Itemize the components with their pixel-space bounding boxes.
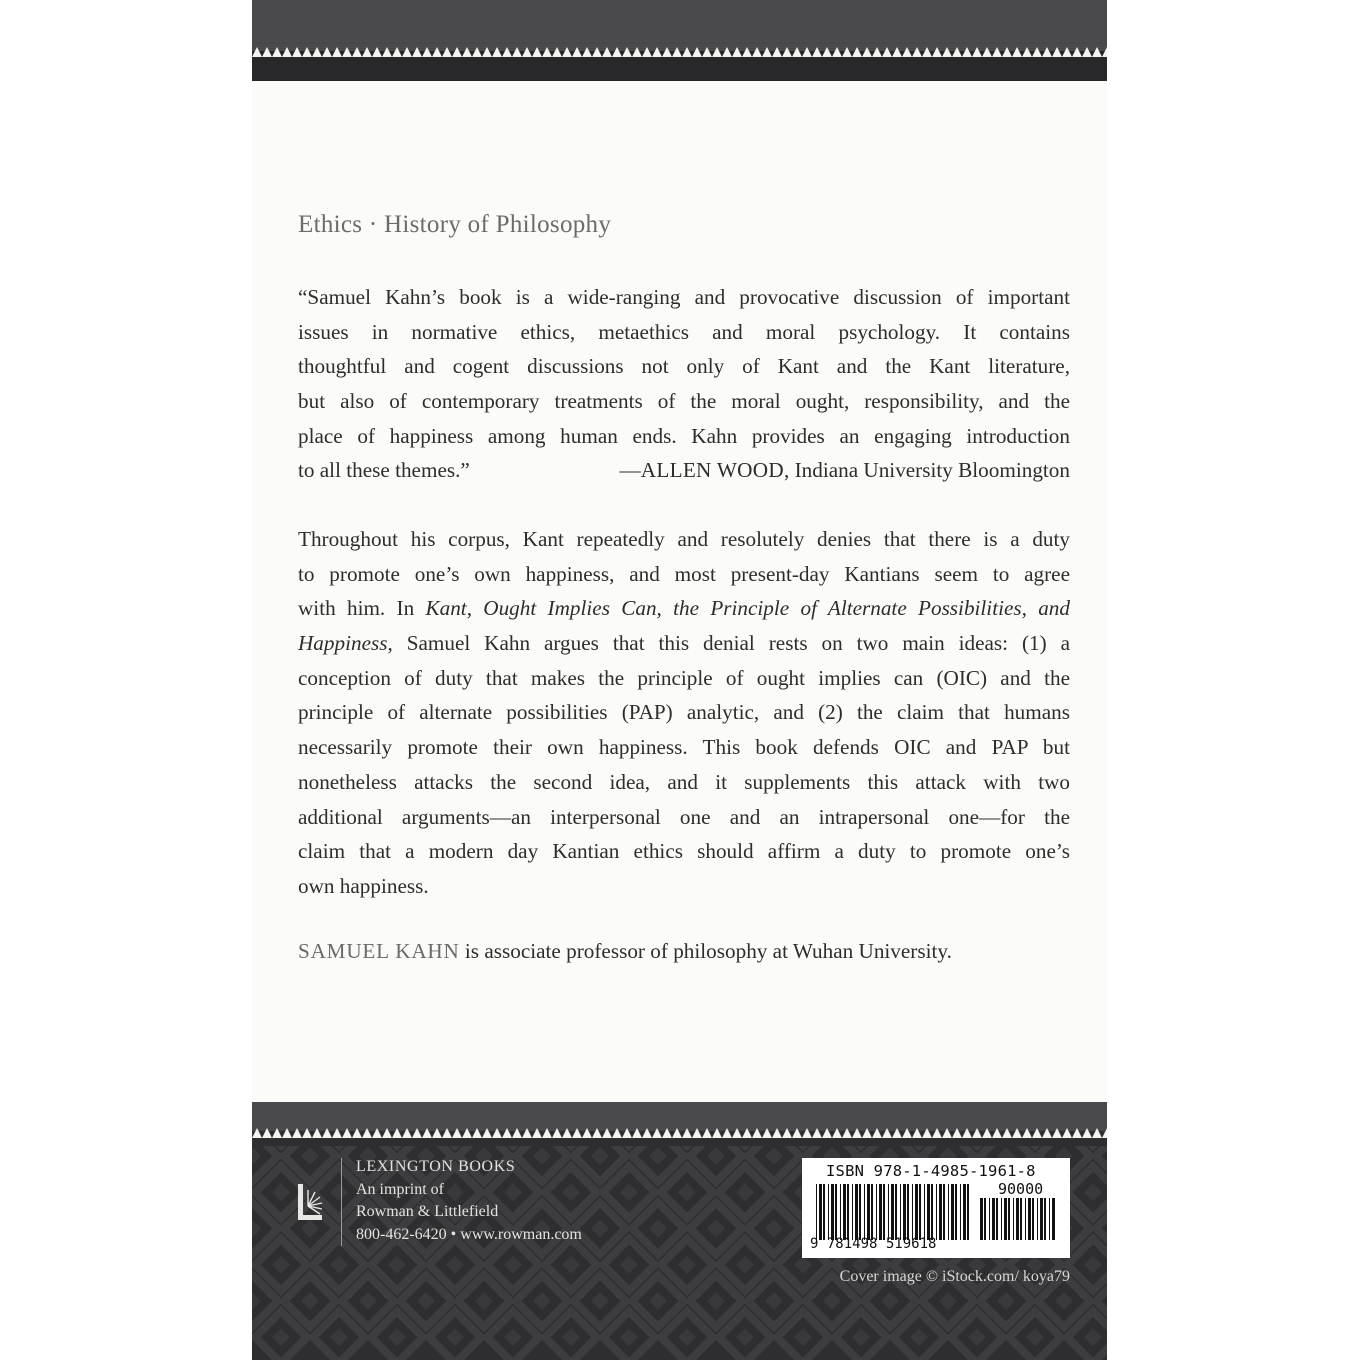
description-line: own happiness.	[298, 873, 429, 898]
author-name: SAMUEL KAHN	[298, 939, 460, 963]
attribution-name: ALLEN WOOD	[640, 458, 784, 483]
book-description	[298, 522, 1070, 904]
description-line: Throughout his corpus, Kant repeatedly and resolutely denies that there is a duty	[298, 527, 1070, 551]
description-line: nonetheless attacks the second idea, and it supplements this attack with two	[298, 769, 1070, 794]
book-title-italic: Kant, Ought Implies Can, the Principle of Alternate Possibilities, and	[425, 596, 1070, 621]
publisher-block	[298, 1156, 678, 1248]
author-bio-text: is associate professor of philosophy at Wuhan University.	[459, 939, 952, 963]
quote-closing-text: to all these themes.”	[298, 458, 470, 483]
description-line: necessarily promote their own happiness. This book defends OIC and PAP but	[298, 735, 1070, 760]
description-line	[298, 591, 1070, 626]
attribution-dash: —	[619, 458, 641, 483]
description-text: , Samuel Kahn argues that this denial rests on two main ideas: (1) a	[387, 631, 1070, 656]
publisher-parent: Rowman & Littlefield	[356, 1203, 499, 1221]
barcode-main-bars	[816, 1184, 972, 1240]
publisher-text	[356, 1156, 582, 1247]
quote-line: but also of contemporary treatments of the moral ought, responsibility, and the	[298, 389, 1070, 414]
attribution-affiliation: , Indiana University Bloomington	[783, 458, 1070, 483]
top-zigzag-border	[252, 43, 1107, 57]
quote-line: “Samuel Kahn’s book is a wide-ranging and provocative discussion of important	[298, 285, 1070, 309]
quote-line: place of happiness among human ends. Kahn provides an engaging introduction	[298, 423, 1070, 448]
description-line	[298, 626, 1070, 661]
book-title-italic: Happiness	[298, 631, 388, 656]
publisher-contact: 800-462-6420 • www.rowman.com	[356, 1226, 582, 1244]
isbn-barcode	[802, 1158, 1070, 1258]
quote-line: issues in normative ethics, metaethics and moral psychology. It contains	[298, 319, 1070, 344]
subject-category: Ethics · History of Philosophy	[298, 211, 612, 238]
description-text: with him. In	[298, 596, 426, 621]
bottom-zigzag-border	[252, 1124, 1107, 1138]
description-line: conception of duty that makes the principle of ought implies can (OIC) and the	[298, 665, 1070, 690]
cover-image-credit: Cover image © iStock.com/ koya79	[839, 1268, 1070, 1285]
description-line: to promote one’s own happiness, and most present-day Kantians seem to agree	[298, 561, 1070, 586]
endorsement-quote	[298, 280, 1070, 488]
barcode-addon-bars	[980, 1198, 1056, 1240]
quote-last-line	[298, 453, 1070, 488]
top-decorative-band	[252, 0, 1107, 81]
publisher-imprint: An imprint of	[356, 1180, 444, 1198]
author-bio	[298, 939, 952, 964]
book-back-cover	[252, 0, 1107, 1360]
quote-attribution	[620, 453, 1070, 488]
barcode-digits: 9 781498 519618	[810, 1236, 937, 1252]
description-line: additional arguments—an interpersonal one and an intrapersonal one—for the	[298, 804, 1070, 829]
publisher-name: LEXINGTON BOOKS	[356, 1158, 516, 1175]
isbn-number: ISBN 978-1-4985-1961-8	[826, 1162, 1036, 1180]
description-line: principle of alternate possibilities (PAP) analytic, and (2) the claim that humans	[298, 700, 1070, 725]
lexington-books-logo-icon	[298, 1184, 324, 1220]
publisher-divider	[341, 1158, 342, 1246]
description-line: claim that a modern day Kantian ethics should affirm a duty to promote one’s	[298, 839, 1070, 864]
price-code: 90000	[998, 1180, 1044, 1198]
quote-line: thoughtful and cogent discussions not only of Kant and the Kant literature,	[298, 354, 1070, 379]
